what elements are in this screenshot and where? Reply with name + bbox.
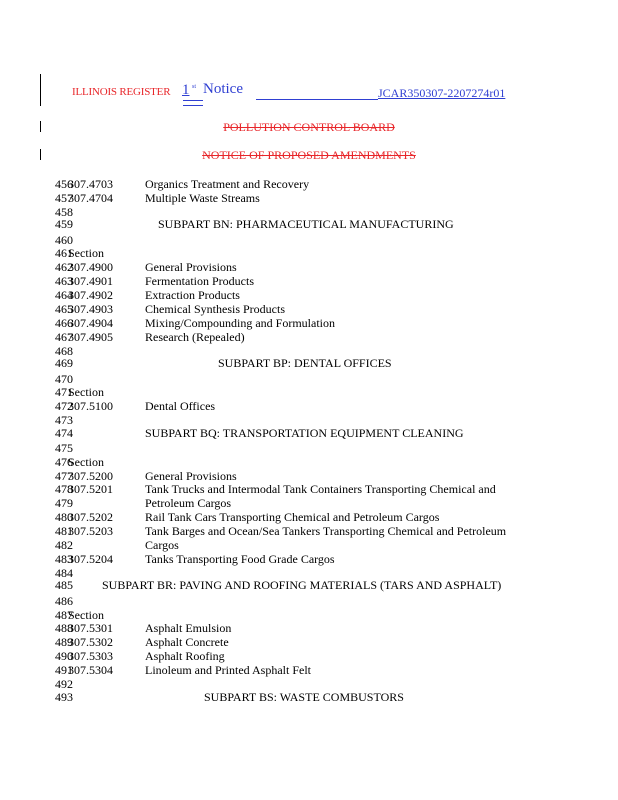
section-title: Petroleum Cargos	[145, 496, 232, 510]
section-number: 307.4905	[68, 330, 113, 344]
section-title: Linoleum and Printed Asphalt Felt	[145, 663, 311, 677]
line-number: 484	[55, 566, 73, 580]
line-number: 467	[55, 330, 73, 344]
section-title: Multiple Waste Streams	[145, 191, 260, 205]
underline-rule	[183, 100, 203, 101]
section-number: Section	[68, 455, 104, 469]
section-number: 307.5200	[68, 469, 113, 483]
underline-rule	[183, 105, 203, 106]
line-number: 462	[55, 260, 73, 274]
section-number: 307.4902	[68, 288, 113, 302]
subpart-heading: SUBPART BP: DENTAL OFFICES	[218, 356, 392, 370]
section-number: 307.4900	[68, 260, 113, 274]
line-number: 463	[55, 274, 73, 288]
line-number: 461	[55, 246, 73, 260]
line-number: 465	[55, 302, 73, 316]
section-title: General Provisions	[145, 260, 237, 274]
change-bar	[40, 74, 41, 106]
section-title: Extraction Products	[145, 288, 240, 302]
section-title: Research (Repealed)	[145, 330, 245, 344]
section-number: Section	[68, 246, 104, 260]
line-number: 464	[55, 288, 73, 302]
section-number: Section	[68, 608, 104, 622]
line-number: 457	[55, 191, 73, 205]
section-number: 307.5303	[68, 649, 113, 663]
line-number: 486	[55, 594, 73, 608]
section-number: 307.5201	[68, 482, 113, 496]
section-title: Dental Offices	[145, 399, 216, 413]
document-id: JCAR350307-2207274r01	[378, 86, 506, 100]
section-title: Tank Trucks and Intermodal Tank Containers Transporting Chemical and	[145, 482, 496, 496]
section-number: 307.5304	[68, 663, 113, 677]
subpart-heading: SUBPART BQ: TRANSPORTATION EQUIPMENT CLEANING	[145, 426, 464, 440]
subpart-heading: SUBPART BS: WASTE COMBUSTORS	[204, 690, 404, 704]
line-number: 492	[55, 677, 73, 691]
line-number: 475	[55, 441, 73, 455]
section-title: Asphalt Roofing	[145, 649, 225, 663]
section-title: Tank Barges and Ocean/Sea Tankers Transporting Chemical and Petroleum	[145, 524, 507, 538]
notice-type: NOTICE OF PROPOSED AMENDMENTS	[202, 148, 416, 162]
line-number: 482	[55, 538, 73, 552]
subpart-heading: SUBPART BR: PAVING AND ROOFING MATERIALS (TARS AND ASPHALT)	[102, 578, 502, 592]
line-number: 460	[55, 233, 73, 247]
line-number: 489	[55, 635, 73, 649]
section-title: Asphalt Concrete	[145, 635, 229, 649]
line-number: 473	[55, 413, 73, 427]
section-title: Fermentation Products	[145, 274, 254, 288]
line-number: 472	[55, 399, 73, 413]
notice-label: Notice	[203, 81, 243, 97]
section-title: Tanks Transporting Food Grade Cargos	[145, 552, 335, 566]
line-number: 469	[55, 356, 73, 370]
page-number: 1	[182, 82, 190, 98]
line-number: 471	[55, 385, 73, 399]
line-number: 478	[55, 482, 73, 496]
line-number: 466	[55, 316, 73, 330]
section-number: 307.5202	[68, 510, 113, 524]
section-number: 307.4904	[68, 316, 113, 330]
section-number: 307.5100	[68, 399, 113, 413]
line-number: 459	[55, 217, 73, 231]
agency-name: POLLUTION CONTROL BOARD	[223, 120, 395, 134]
line-number: 483	[55, 552, 73, 566]
line-number: 468	[55, 344, 73, 358]
line-number: 474	[55, 426, 73, 440]
section-title: Chemical Synthesis Products	[145, 302, 285, 316]
register-title: ILLINOIS REGISTER	[72, 86, 171, 98]
section-title: Rail Tank Cars Transporting Chemical and Petroleum Cargos	[145, 510, 440, 524]
line-number: 477	[55, 469, 73, 483]
section-number: 307.5302	[68, 635, 113, 649]
subpart-heading: SUBPART BN: PHARMACEUTICAL MANUFACTURING	[158, 217, 454, 231]
section-number: 307.4703	[68, 177, 113, 191]
section-title: Asphalt Emulsion	[145, 621, 232, 635]
section-title: Mixing/Compounding and Formulation	[145, 316, 336, 330]
section-number: Section	[68, 385, 104, 399]
line-number: 458	[55, 205, 73, 219]
section-number: 307.5203	[68, 524, 113, 538]
line-number: 485	[55, 578, 73, 592]
section-title: General Provisions	[145, 469, 237, 483]
section-number: 307.4704	[68, 191, 113, 205]
line-number: 487	[55, 608, 73, 622]
section-number: 307.4903	[68, 302, 113, 316]
line-number: 476	[55, 455, 73, 469]
section-number: 307.5301	[68, 621, 113, 635]
line-number: 493	[55, 690, 73, 704]
section-title: Organics Treatment and Recovery	[145, 177, 310, 191]
section-title: Cargos	[145, 538, 179, 552]
line-number: 481	[55, 524, 73, 538]
line-number: 470	[55, 372, 73, 386]
page-number-superscript: st	[192, 84, 197, 90]
line-number: 490	[55, 649, 73, 663]
section-number: 307.4901	[68, 274, 113, 288]
line-number: 479	[55, 496, 73, 510]
section-number: 307.5204	[68, 552, 113, 566]
line-number: 456	[55, 177, 73, 191]
underline-rule	[256, 99, 378, 100]
line-number: 491	[55, 663, 73, 677]
line-number: 480	[55, 510, 73, 524]
line-number: 488	[55, 621, 73, 635]
